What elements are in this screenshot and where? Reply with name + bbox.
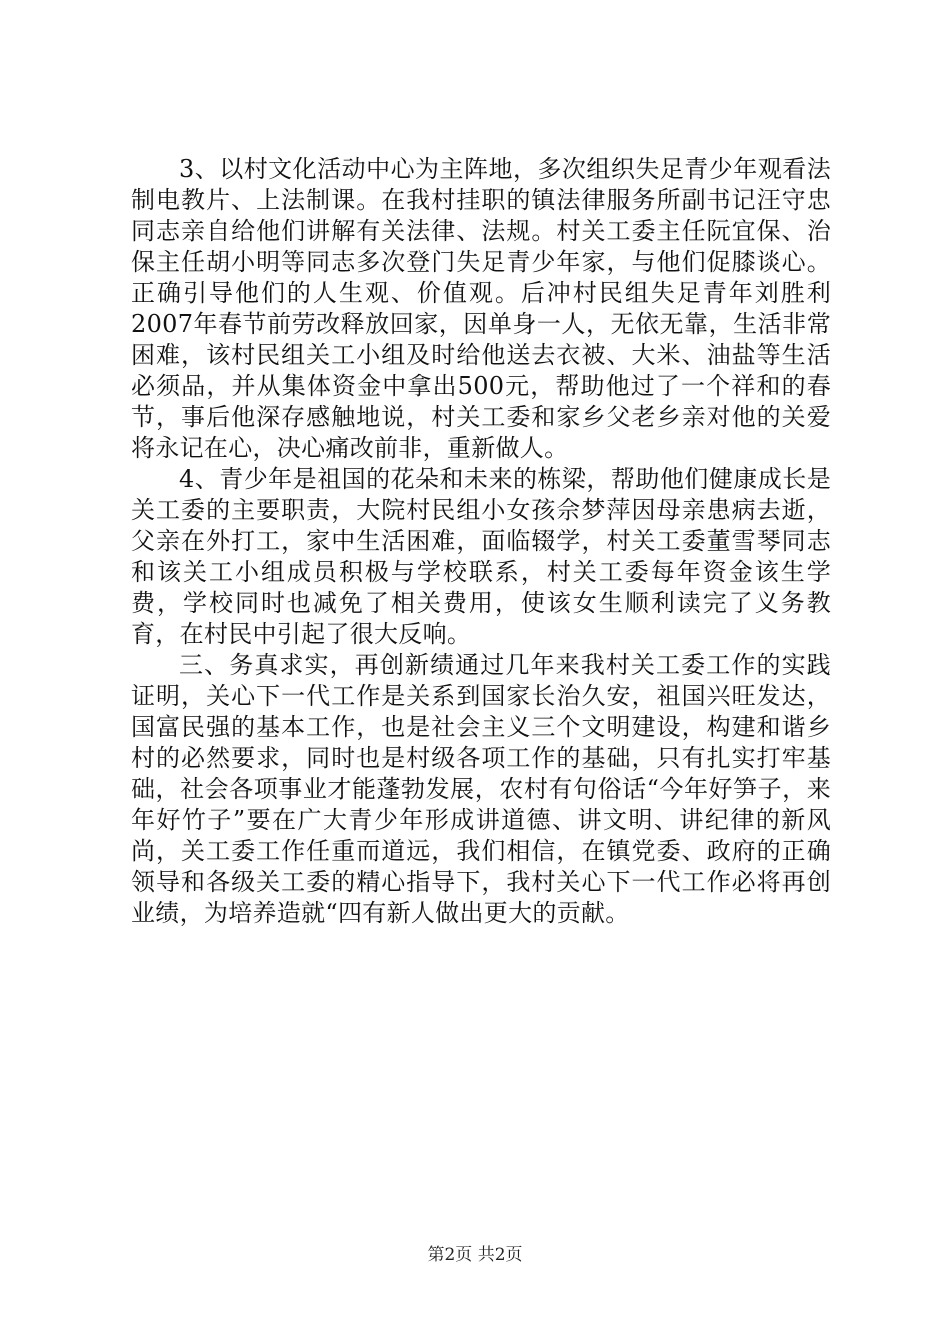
paragraph-4: 4、青少年是祖国的花朵和未来的栋梁，帮助他们健康成长是关工委的主要职责，大院村民组小女孩佘梦萍因母亲患病去逝，父亲在外打工，家中生活困难，面临辍学，村关工委董雪琴同志和该关工小组成员积极与学校联系，村关工委每年资金该生学费，学校同时也减免了相关费用，使该女生顺利读完了义务教育，在村民中引起了很大反响。 bbox=[131, 465, 831, 648]
page-number-footer: 第2页 共2页 bbox=[427, 1245, 523, 1265]
paragraph-3: 3、以村文化活动中心为主阵地，多次组织失足青少年观看法制电教片、上法制课。在我村挂职的镇法律服务所副书记汪守忠同志亲自给他们讲解有关法律、法规。村关工委主任阮宜保、治保主任胡小明等同志多次登门失足青少年家，与他们促膝谈心。正确引导他们的人生观、价值观。后冲村民组失足青年刘胜利2007年春节前劳改释放回家，因单身一人，无依无靠，生活非常困难，该村民组关工小组及时给他送去衣被、大米、油盐等生活必须品，并从集体资金中拿出500元，帮助他过了一个祥和的春节，事后他深存感触地说，村关工委和家乡父老乡亲对他的关爱将永记在心，决心痛改前非，重新做人。 bbox=[131, 155, 831, 462]
section-three-paragraph: 三、务真求实，再创新绩通过几年来我村关工委工作的实践证明，关心下一代工作是关系到国家长治久安，祖国兴旺发达，国富民强的基本工作，也是社会主义三个文明建设，构建和谐乡村的必然要求，同时也是村级各项工作的基础，只有扎实打牢基础，社会各项事业才能蓬勃发展，农村有句俗话“今年好笋子，来年好竹子”要在广大青少年形成讲道德、讲文明、讲纪律的新风尚，关工委工作任重而道远，我们相信，在镇党委、政府的正确领导和各级关工委的精心指导下，我村关心下一代工作必将再创业绩，为培养造就“四有新人做出更大的贡献。 bbox=[131, 651, 831, 927]
document-body bbox=[131, 154, 831, 929]
